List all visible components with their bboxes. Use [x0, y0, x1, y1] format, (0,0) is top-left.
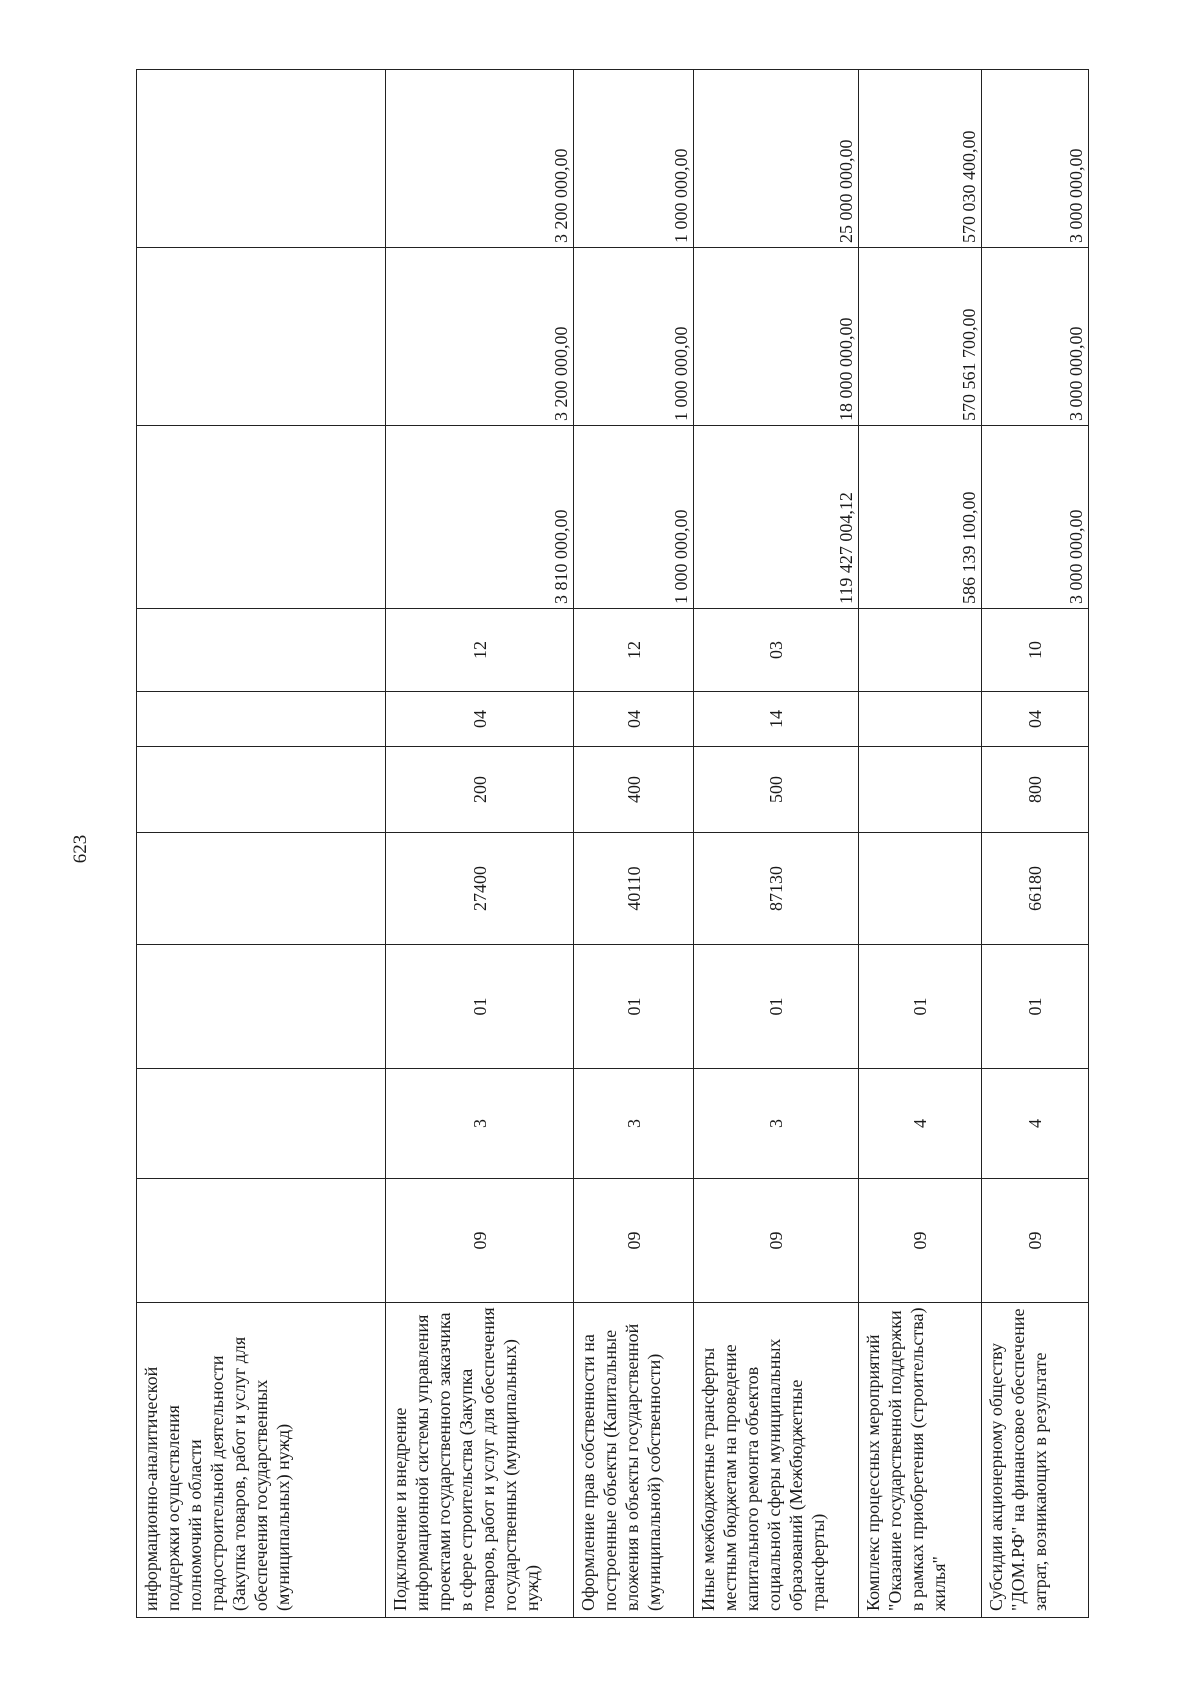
subsection-cell: 12 — [574, 609, 694, 692]
measure-code-cell: 01 — [694, 945, 859, 1069]
amount-2024-cell — [137, 426, 386, 609]
amount-2026-cell: 3 000 000,00 — [982, 70, 1089, 248]
page-number: 623 — [70, 834, 91, 864]
subprogram-code-cell — [137, 1069, 386, 1179]
table-row — [982, 70, 1089, 1618]
amount-2026-cell: 3 200 000,00 — [386, 70, 574, 248]
section-cell: 04 — [386, 692, 574, 747]
subsection-cell: 12 — [386, 609, 574, 692]
measure-code-cell — [137, 945, 386, 1069]
amount-2026-cell: 570 030 400,00 — [859, 70, 982, 248]
measure-code-cell: 01 — [386, 945, 574, 1069]
amount-2024-cell: 3 810 000,00 — [386, 426, 574, 609]
subprogram-code-cell: 3 — [574, 1069, 694, 1179]
expense-type-cell — [859, 747, 982, 833]
measure-code-cell: 01 — [574, 945, 694, 1069]
program-code-cell: 09 — [982, 1179, 1089, 1303]
expense-type-cell — [137, 747, 386, 833]
amount-2025-cell: 3 000 000,00 — [982, 248, 1089, 426]
subprogram-code-cell: 4 — [859, 1069, 982, 1179]
table-row — [137, 70, 386, 1618]
measure-code-cell: 01 — [982, 945, 1089, 1069]
program-code-cell: 09 — [386, 1179, 574, 1303]
section-cell — [859, 692, 982, 747]
direction-code-cell: 66180 — [982, 833, 1089, 945]
table-row — [859, 70, 982, 1618]
amount-2024-cell: 586 139 100,00 — [859, 426, 982, 609]
item-name-cell: Иные межбюджетные трансферты местным бюджетам на проведение капитального ремонта объектов социальной сферы муниципальных образований (Межбюджетные трансферты) — [694, 1303, 859, 1618]
section-cell — [137, 692, 386, 747]
table-row — [574, 70, 694, 1618]
subsection-cell: 10 — [982, 609, 1089, 692]
program-code-cell: 09 — [574, 1179, 694, 1303]
table-row — [694, 70, 859, 1618]
measure-code-cell: 01 — [859, 945, 982, 1069]
item-name-cell: Субсидии акционерному обществу "ДОМ.РФ" на финансовое обеспечение затрат, возникающих в результате — [982, 1303, 1089, 1618]
subprogram-code-cell: 3 — [694, 1069, 859, 1179]
item-name-cell: Оформление прав собственности на построенные объекты (Капитальные вложения в объекты государственной (муниципальной) собственности) — [574, 1303, 694, 1618]
amount-2024-cell: 1 000 000,00 — [574, 426, 694, 609]
item-name-cell: информационно-аналитической поддержки осуществления полномочий в области градостроительной деятельности (Закупка товаров, работ и услуг для обеспечения государственных (муниципальных) нужд) — [137, 1303, 386, 1618]
amount-2026-cell — [137, 70, 386, 248]
amount-2025-cell: 3 200 000,00 — [386, 248, 574, 426]
amount-2025-cell — [137, 248, 386, 426]
direction-code-cell — [859, 833, 982, 945]
subprogram-code-cell: 4 — [982, 1069, 1089, 1179]
program-code-cell: 09 — [694, 1179, 859, 1303]
direction-code-cell — [137, 833, 386, 945]
amount-2026-cell: 1 000 000,00 — [574, 70, 694, 248]
expense-type-cell: 500 — [694, 747, 859, 833]
subsection-cell — [137, 609, 386, 692]
amount-2025-cell: 570 561 700,00 — [859, 248, 982, 426]
amount-2024-cell: 3 000 000,00 — [982, 426, 1089, 609]
item-name-cell: Комплекс процессных мероприятий "Оказание государственной поддержки в рамках приобретения (строительства) жилья" — [859, 1303, 982, 1618]
subprogram-code-cell: 3 — [386, 1069, 574, 1179]
amount-2026-cell: 25 000 000,00 — [694, 70, 859, 248]
subsection-cell — [859, 609, 982, 692]
section-cell: 04 — [982, 692, 1089, 747]
table-row — [386, 70, 574, 1618]
expense-type-cell: 800 — [982, 747, 1089, 833]
expense-type-cell: 400 — [574, 747, 694, 833]
direction-code-cell: 87130 — [694, 833, 859, 945]
program-code-cell: 09 — [859, 1179, 982, 1303]
rotated-page-content — [136, 70, 1088, 1618]
program-code-cell — [137, 1179, 386, 1303]
direction-code-cell: 40110 — [574, 833, 694, 945]
subsection-cell: 03 — [694, 609, 859, 692]
item-name-cell: Подключение и внедрение информационной системы управления проектами государственного заказчика в сфере строительства (Закупка товаров, работ и услуг для обеспечения государственных (муниципальных) нужд) — [386, 1303, 574, 1618]
section-cell: 14 — [694, 692, 859, 747]
expense-type-cell: 200 — [386, 747, 574, 833]
amount-2025-cell: 1 000 000,00 — [574, 248, 694, 426]
amount-2024-cell: 119 427 004,12 — [694, 426, 859, 609]
budget-table — [136, 69, 1089, 1618]
section-cell: 04 — [574, 692, 694, 747]
direction-code-cell: 27400 — [386, 833, 574, 945]
amount-2025-cell: 18 000 000,00 — [694, 248, 859, 426]
